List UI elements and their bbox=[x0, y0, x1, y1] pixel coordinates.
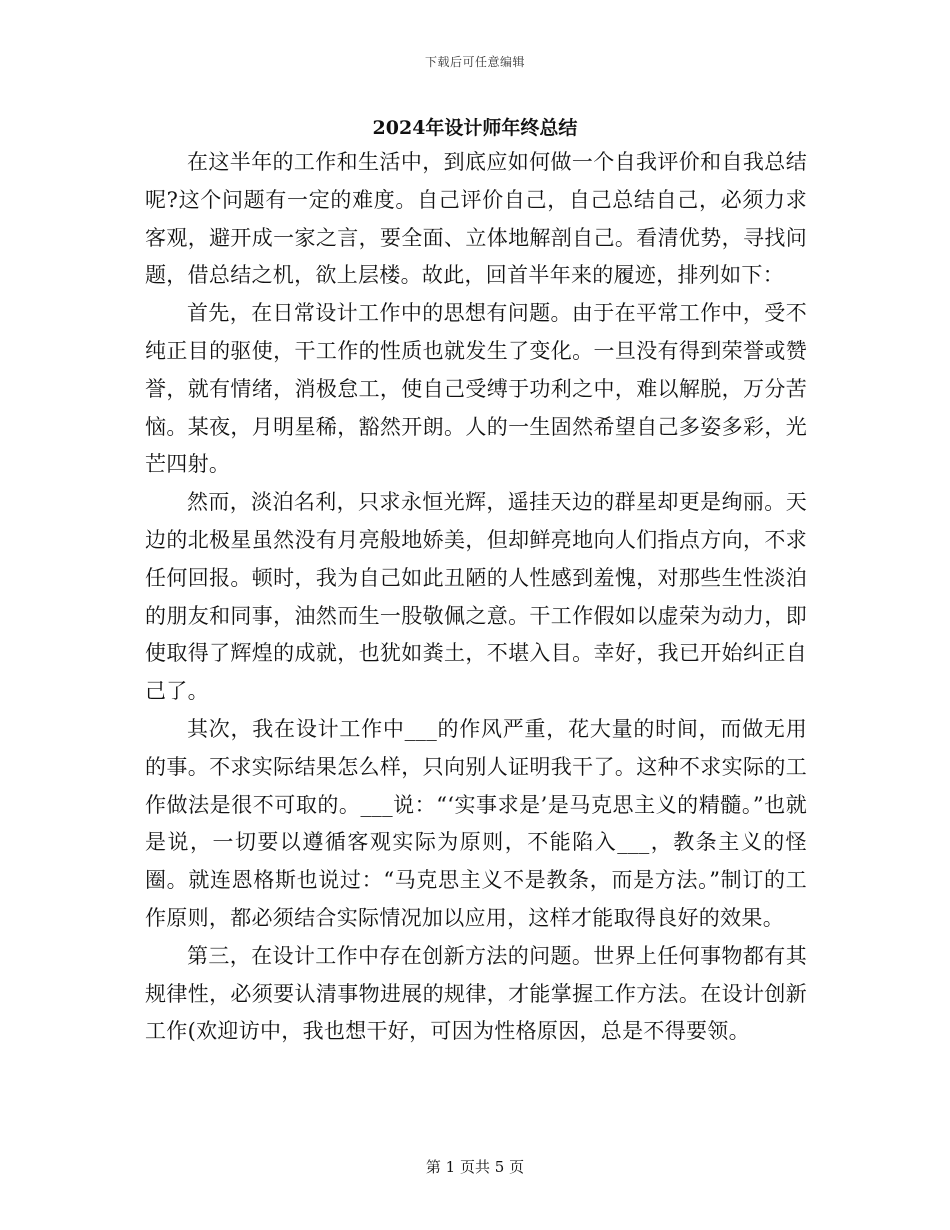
document-body bbox=[145, 144, 807, 1051]
header-note: 下载后可任意编辑 bbox=[424, 55, 525, 69]
paragraph-1: 在这半年的工作和生活中，到底应如何做一个自我评价和自我总结呢?这个问题有一定的难度。自己评价自己，自己总结自己，必须力求客观，避开成一家之言，要全面、立体地解剖自己。看清优势，寻找问题，借总结之机，欲上层楼。故此，回首半年来的履迹，排列如下： bbox=[145, 150, 807, 288]
paragraph-2: 首先，在日常设计工作中的思想有问题。由于在平常工作中，受不纯正目的驱使，干工作的性质也就发生了变化。一旦没有得到荣誉或赞誉，就有情绪，消极怠工，使自己受缚于功利之中，难以解脱，万分苦恼。某夜，月明星稀，豁然开朗。人的一生固然希望自己多姿多彩，光芒四射。 bbox=[145, 301, 807, 477]
page-number: 第 1 页共 5 页 bbox=[425, 1158, 525, 1176]
paragraph-5: 第三，在设计工作中存在创新方法的问题。世界上任何事物都有其规律性，必须要认清事物进展的规律，才能掌握工作方法。在设计创新工作(欢迎访中，我也想干好，可因为性格原因，总是不得要领。 bbox=[145, 943, 807, 1044]
paragraph-4: 其次，我在设计工作中___的作风严重，花大量的时间，而做无用的事。不求实际结果怎么样，只向别人证明我干了。这种不求实际的工作做法是很不可取的。___说：“‘实事求是’是马克思主义的精髓。”也就是说，一切要以遵循客观实际为原则，不能陷入___，教条主义的怪圈。就连恩格斯也说过：“马克思主义不是教条，而是方法。”制订的工作原则，都必须结合实际情况加以应用，这样才能取得良好的效果。 bbox=[145, 716, 807, 930]
paragraph-3: 然而，淡泊名利，只求永恒光辉，遥挂天边的群星却更是绚丽。天边的北极星虽然没有月亮般地娇美，但却鲜亮地向人们指点方向，不求任何回报。顿时，我为自己如此丑陋的人性感到羞愧，对那些生性淡泊的朋友和同事，油然而生一股敬佩之意。干工作假如以虚荣为动力，即使取得了辉煌的成就，也犹如粪土，不堪入目。幸好，我已开始纠正自己了。 bbox=[145, 490, 807, 704]
document-title: 2024年设计师年终总结 bbox=[372, 117, 578, 139]
